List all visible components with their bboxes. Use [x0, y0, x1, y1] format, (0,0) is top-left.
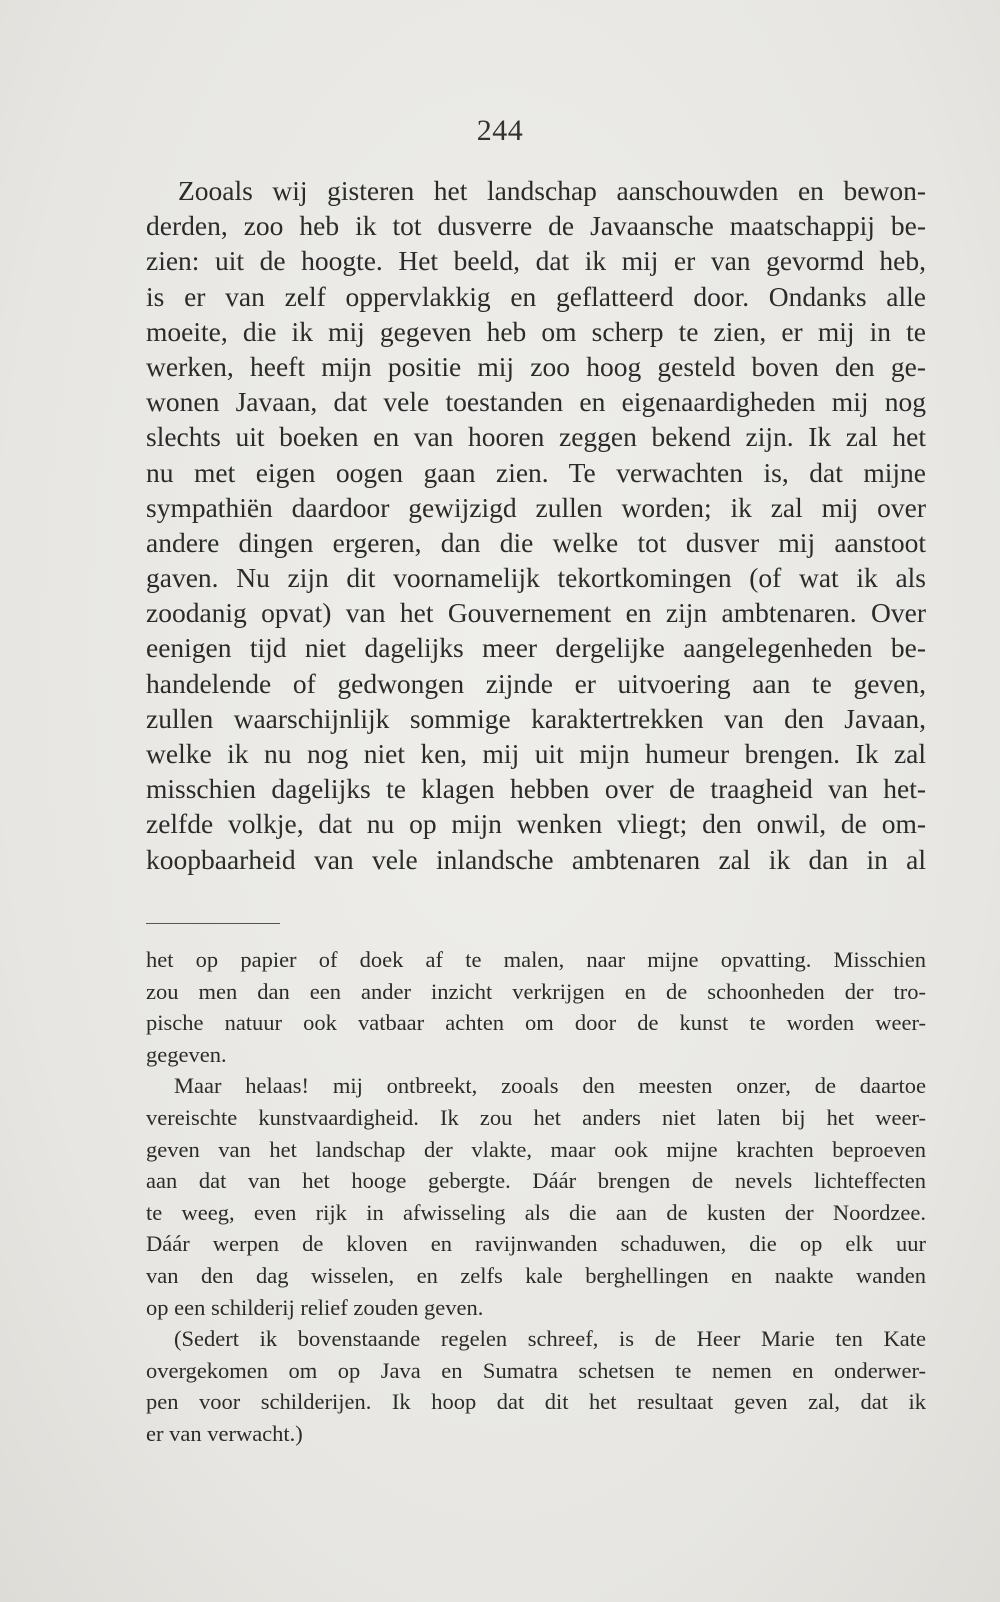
page-number: 244 — [476, 114, 524, 147]
body-line: zullen waarschijnlijk sommige karaktertrekken van den Javaan, — [146, 702, 926, 734]
body-line: sympathiën daardoor gewijzigd zullen worden; ik zal mij over — [146, 491, 926, 523]
body-line: misschien dagelijks te klagen hebben over de traagheid van het- — [146, 773, 926, 805]
body-line: gaven. Nu zijn dit voornamelijk tekortkomingen (of wat ik als — [146, 562, 926, 594]
body-line: handelende of gedwongen zijnde er uitvoering aan te geven, — [146, 667, 926, 699]
footnote-line: zou men dan een ander inzicht verkrijgen en de schoonheden der tro- — [146, 978, 926, 1004]
body-line: welke ik nu nog niet ken, mij uit mijn humeur brengen. Ik zal — [146, 738, 926, 769]
footnote-line: er van verwacht.) — [146, 1420, 303, 1446]
footnote-line: het op papier of doek af te malen, naar mijne opvatting. Misschien — [146, 947, 926, 972]
footnote-line: vereischte kunstvaardigheid. Ik zou het anders niet laten bij het weer- — [146, 1104, 926, 1130]
body-line: slechts uit boeken en van hooren zeggen bekend zijn. Ik zal het — [146, 421, 926, 453]
footnote-line: aan dat van het hooge gebergte. Dáár brengen de nevels lichteffecten — [146, 1168, 926, 1194]
footnote-line: gegeven. — [146, 1041, 227, 1067]
footnote-line: Dáár werpen de kloven en ravijnwanden schaduwen, die op elk uur — [146, 1231, 926, 1257]
body-text — [146, 173, 926, 877]
body-line: derden, zoo heb ik tot dusverre de Javaansche maatschappij be- — [146, 210, 926, 242]
footnote-line: geven van het landschap der vlakte, maar ook mijne krachten beproeven — [146, 1136, 926, 1162]
footnote-line: Maar helaas! mij ontbreekt, zooals den meesten onzer, de daartoe — [174, 1073, 926, 1099]
footnote-line: overgekomen om op Java en Sumatra schetsen te nemen en onderwer- — [146, 1357, 926, 1383]
body-line: eenigen tijd niet dagelijks meer dergelijke aangelegenheden be- — [146, 632, 926, 664]
body-line: andere dingen ergeren, dan die welke tot dusver mij aanstoot — [146, 526, 926, 558]
body-line: zoodanig opvat) van het Gouvernement en zijn ambtenaren. Over — [146, 597, 926, 629]
footnote-line: pen voor schilderijen. Ik hoop dat dit het resultaat geven zal, dat ik — [146, 1389, 926, 1415]
footnote-line: op een schilderij relief zouden geven. — [146, 1294, 484, 1320]
footnote-line: van den dag wisselen, en zelfs kale berghellingen en naakte wanden — [146, 1262, 926, 1288]
body-line: Zooals wij gisteren het landschap aanschouwden en bewon- — [178, 175, 926, 206]
body-line: is er van zelf oppervlakkig en geflatteerd door. Ondanks alle — [146, 280, 926, 312]
body-line: nu met eigen oogen gaan zien. Te verwachten is, dat mijne — [146, 456, 926, 488]
footnote — [146, 944, 926, 1450]
footnote-line: te weeg, even rijk in afwisseling als die aan de kusten der Noordzee. — [146, 1199, 926, 1225]
footnote-divider — [146, 923, 280, 924]
body-line: zien: uit de hoogte. Het beeld, dat ik mij er van gevormd heb, — [146, 245, 926, 277]
body-line: werken, heeft mijn positie mij zoo hoog gesteld boven den ge- — [146, 350, 926, 382]
footnote-line: pische natuur ook vatbaar achten om door de kunst te worden weer- — [146, 1010, 926, 1036]
body-line: koopbaarheid van vele inlandsche ambtenaren zal ik dan in al — [146, 843, 926, 875]
footnote-line: (Sedert ik bovenstaande regelen schreef, is de Heer Marie ten Kate — [174, 1326, 926, 1352]
body-line: moeite, die ik mij gegeven heb om scherp te zien, er mij in te — [146, 315, 926, 347]
body-line: zelfde volkje, dat nu op mijn wenken vliegt; den onwil, de om- — [146, 808, 926, 840]
body-line: wonen Javaan, dat vele toestanden en eigenaardigheden mij nog — [146, 386, 926, 418]
